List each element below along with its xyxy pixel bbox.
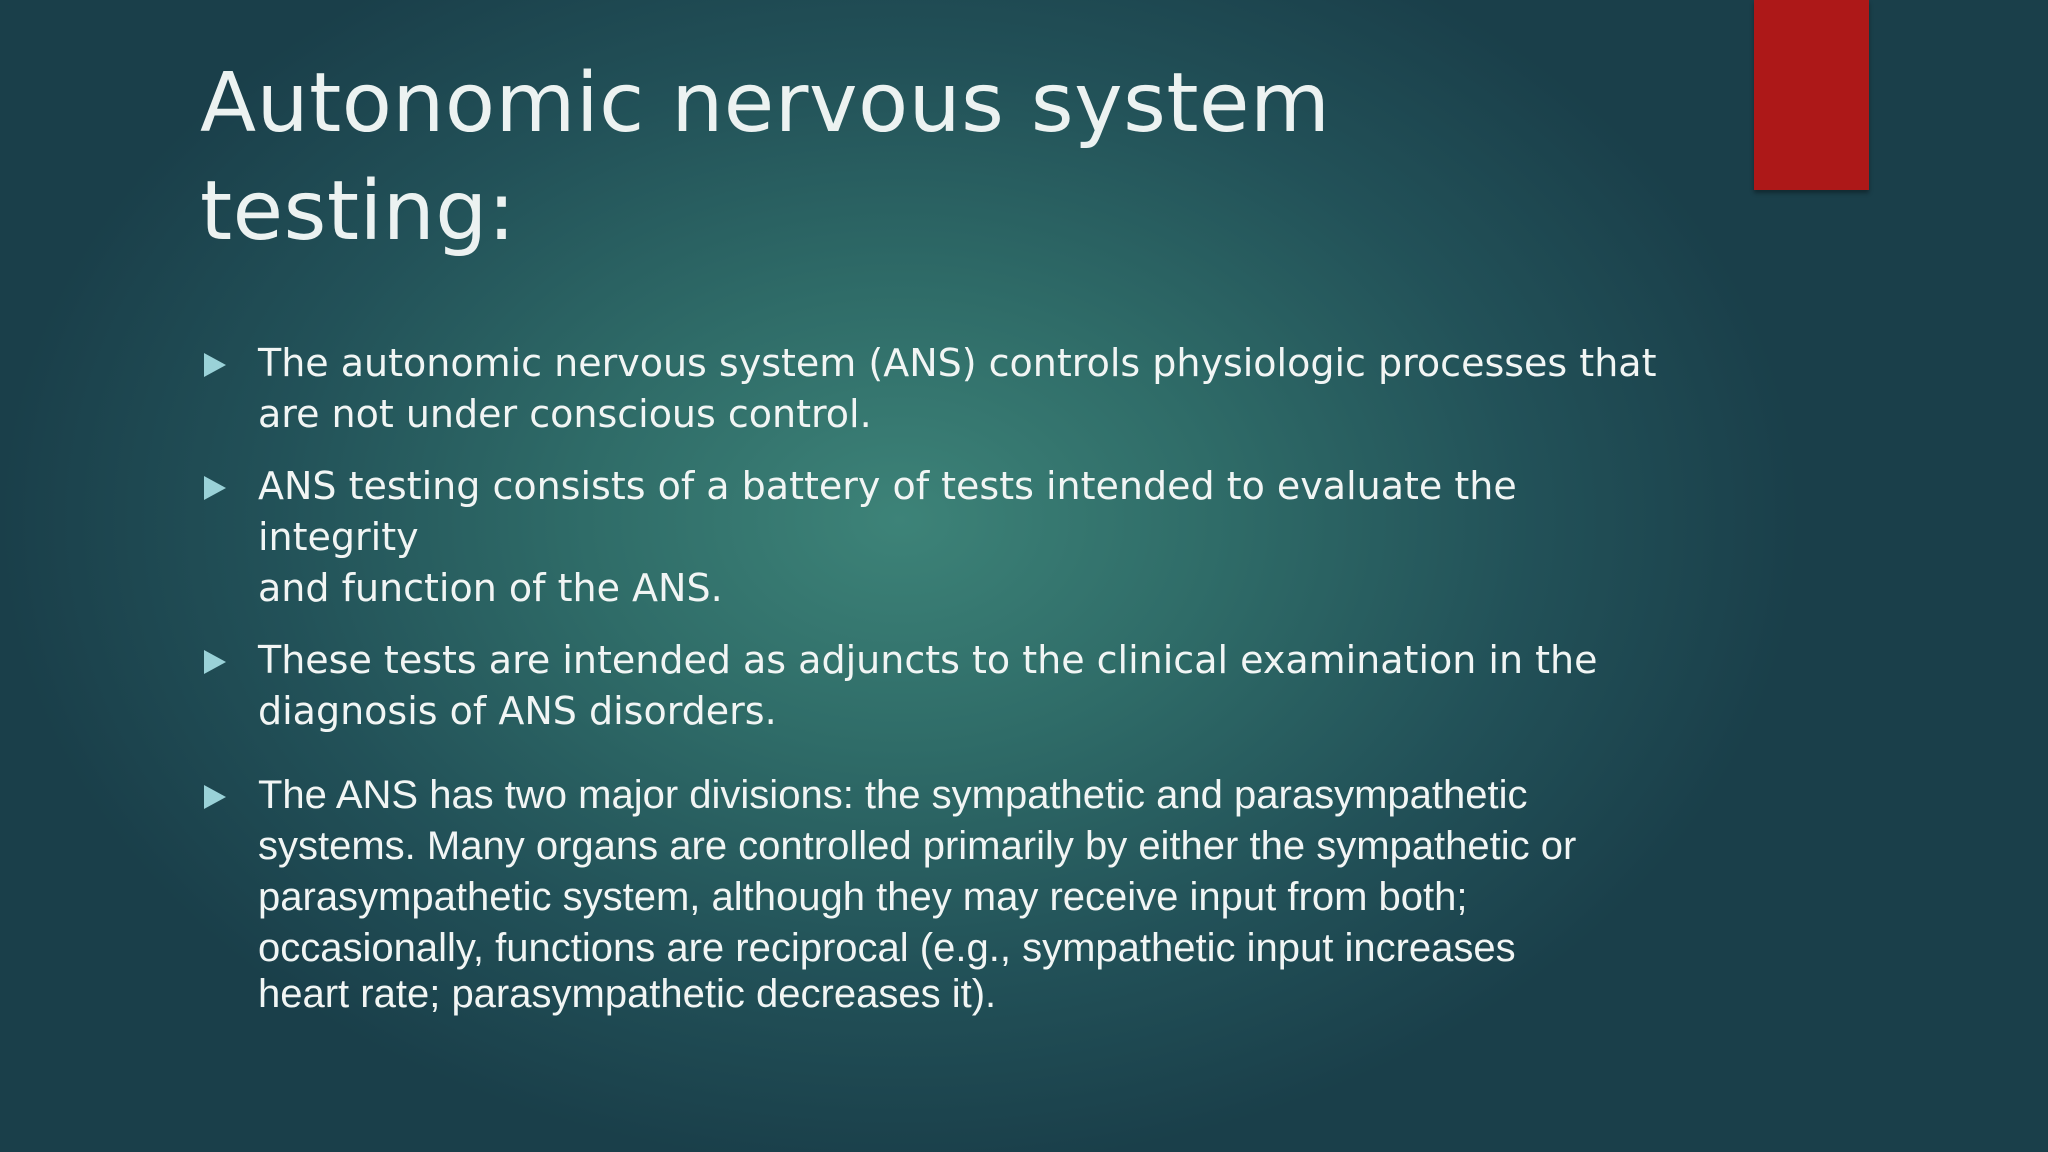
bullet-item [200, 635, 1680, 737]
bullet-text [258, 461, 1680, 614]
bullet-text [258, 635, 1680, 737]
play-triangle-icon [204, 353, 226, 377]
bullet-item [200, 770, 1680, 1014]
play-triangle-icon [204, 476, 226, 500]
bullet-line: parasympathetic system, although they may receive input from both; [258, 875, 1468, 919]
slide-title-line: Autonomic nervous system [200, 56, 1331, 151]
bullet-line: and function of the ANS. [258, 566, 723, 610]
bullet-text [258, 770, 1680, 1014]
bullet-line: These tests are intended as adjuncts to the clinical examination in the [258, 638, 1598, 682]
bullet-item [200, 338, 1680, 440]
bullet-text [258, 338, 1680, 440]
bullet-line: The ANS has two major divisions: the sympathetic and parasympathetic [258, 773, 1528, 817]
bullet-line: The autonomic nervous system (ANS) controls physiologic processes that [258, 341, 1657, 385]
slide-title [200, 50, 1600, 266]
play-triangle-icon [204, 650, 226, 674]
bullet-line: are not under conscious control. [258, 392, 872, 436]
bullet-line: systems. Many organs are controlled primarily by either the sympathetic or [258, 824, 1577, 868]
slide-title-line: testing: [200, 164, 516, 259]
bullet-line: occasionally, functions are reciprocal (e.g., sympathetic input increases [258, 926, 1516, 970]
accent-bar [1754, 0, 1869, 190]
play-triangle-icon [204, 785, 226, 809]
bullet-line: ANS testing consists of a battery of tests intended to evaluate the integrity [258, 464, 1517, 559]
bullet-item [200, 461, 1680, 614]
bullet-list [200, 338, 1680, 1014]
bullet-line: heart rate; parasympathetic decreases it). [258, 972, 997, 1016]
bullet-line: diagnosis of ANS disorders. [258, 689, 777, 733]
